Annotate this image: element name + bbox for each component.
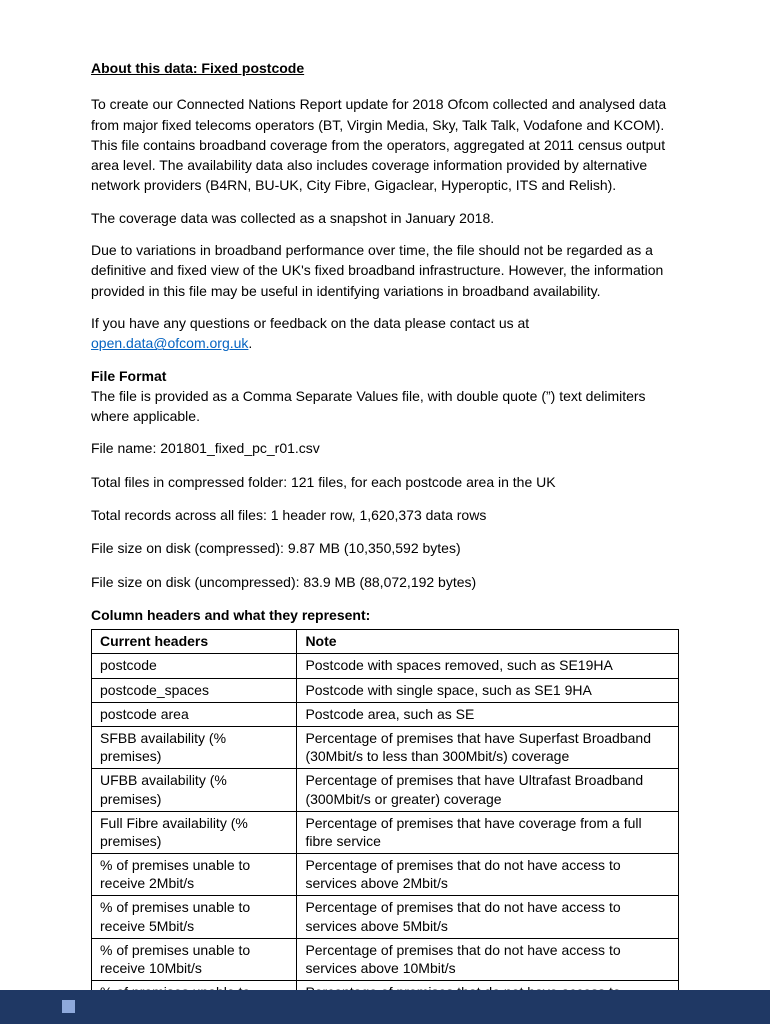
header-cell: % of premises unable to receive 2Mbit/s (92, 854, 297, 896)
table-heading: Column headers and what they represent: (91, 606, 371, 623)
document-content (91, 58, 679, 1024)
header-cell: % of premises unable to receive 5Mbit/s (92, 896, 297, 938)
snapshot-paragraph: The coverage data was collected as a snapshot in January 2018. (91, 209, 495, 226)
table-row (92, 896, 679, 938)
table-row (92, 938, 679, 980)
email-link[interactable]: open.data@ofcom.org.uk (91, 335, 249, 352)
compressed-size-line: File size on disk (compressed): 9.87 MB (10,350,592 bytes) (91, 540, 461, 557)
uncompressed-size-line: File size on disk (uncompressed): 83.9 MB (88,072,192 bytes) (91, 573, 477, 590)
table-row (92, 769, 679, 811)
header-cell: postcode area (92, 702, 297, 726)
note-cell: Percentage of premises that have Superfast Broadband (30Mbit/s to less than 300Mbit/s) coverage (297, 726, 679, 768)
note-cell: Percentage of premises that have Ultrafast Broadband (300Mbit/s or greater) coverage (297, 769, 679, 811)
note-cell: Postcode with single space, such as SE1 9HA (297, 678, 679, 702)
table-row (92, 854, 679, 896)
table-row (92, 654, 679, 678)
note-cell: Postcode with spaces removed, such as SE19HA (297, 654, 679, 678)
table-row (92, 678, 679, 702)
page-title: About this data: Fixed postcode (91, 60, 305, 76)
disclaimer-paragraph: Due to variations in broadband performance over time, the file should not be regarded as a definitive and fixed view of the UK's fixed broadband infrastructure. However, the information provided in this file may be useful in identifying variations in broadband availability. (91, 242, 664, 299)
table-row (92, 726, 679, 768)
contact-suffix: . (248, 335, 253, 352)
table-header-row (92, 630, 679, 654)
note-cell: Percentage of premises that do not have access to services above 2Mbit/s (297, 854, 679, 896)
note-cell: Percentage of premises that have coverage from a full fibre service (297, 811, 679, 853)
note-cell: Postcode area, such as SE (297, 702, 679, 726)
table-column-header: Current headers (92, 630, 297, 654)
table-row (92, 702, 679, 726)
headers-table (91, 629, 679, 1023)
total-records-line: Total records across all files: 1 header row, 1,620,373 data rows (91, 507, 487, 524)
header-cell: SFBB availability (% premises) (92, 726, 297, 768)
header-cell: postcode_spaces (92, 678, 297, 702)
total-files-line: Total files in compressed folder: 121 files, for each postcode area in the UK (91, 473, 556, 490)
note-cell: Percentage of premises that do not have access to services above 10Mbit/s (297, 938, 679, 980)
contact-text: If you have any questions or feedback on the data please contact us at (91, 314, 530, 331)
header-cell: UFBB availability (% premises) (92, 769, 297, 811)
viewer-footer-bar (0, 990, 770, 1024)
header-cell: Full Fibre availability (% premises) (92, 811, 297, 853)
contact-paragraph (91, 313, 679, 354)
table-column-header: Note (297, 630, 679, 654)
table-row (92, 811, 679, 853)
file-name-line: File name: 201801_fixed_pc_r01.csv (91, 440, 320, 457)
footer-page-thumbnail (62, 1000, 75, 1013)
file-format-description: The file is provided as a Comma Separate Values file, with double quote (”) text delimiters where applicable. (91, 387, 646, 425)
note-cell: Percentage of premises that do not have access to services above 5Mbit/s (297, 896, 679, 938)
file-format-heading: File Format (91, 367, 167, 384)
header-cell: % of premises unable to receive 10Mbit/s (92, 938, 297, 980)
header-cell: postcode (92, 654, 297, 678)
intro-paragraph: To create our Connected Nations Report update for 2018 Ofcom collected and analysed data from major fixed telecoms operators (BT, Virgin Media, Sky, Talk Talk, Vodafone and KCOM). This file contains broadband coverage from the operators, aggregated at 2011 census output area level. The availability data also includes coverage information provided by alternative network providers (B4RN, BU-UK, City Fibre, Gigaclear, Hyperoptic, ITS and Relish). (91, 96, 667, 194)
